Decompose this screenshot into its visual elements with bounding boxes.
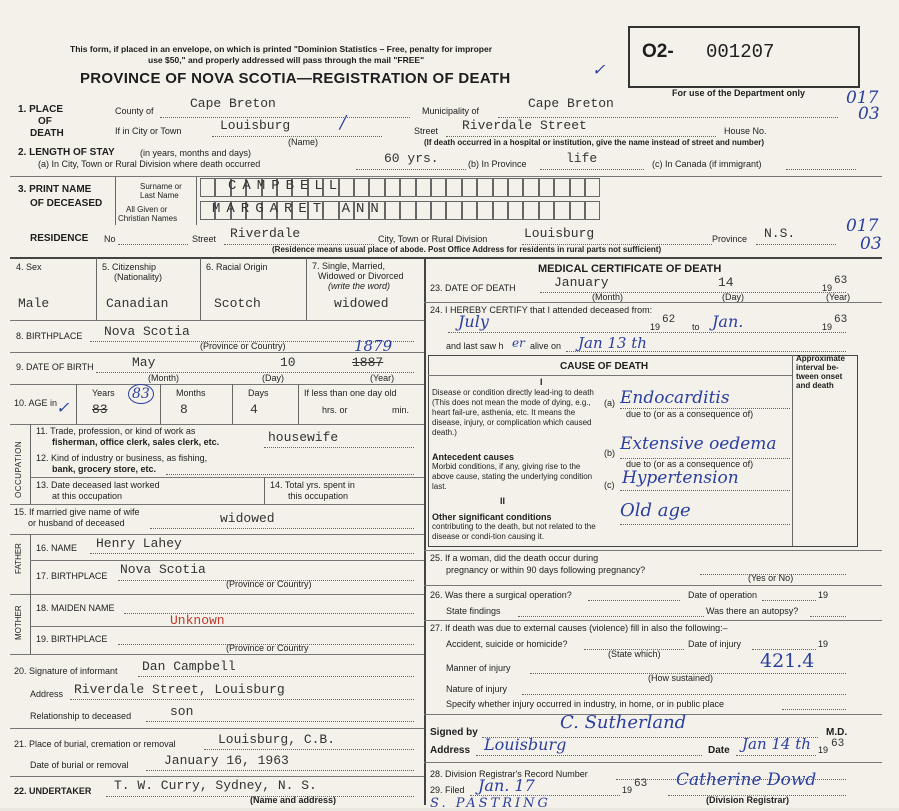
- cause-c-marker: (c): [604, 480, 615, 490]
- street-value: Riverdale Street: [462, 118, 587, 133]
- racial-origin-value: Scotch: [214, 296, 261, 311]
- pregnancy-label1: 25. If a woman, did the death occur during: [430, 553, 599, 563]
- cause-of-death-heading: CAUSE OF DEATH: [560, 361, 649, 372]
- deceased-name-label1: 3. PRINT NAME: [18, 184, 92, 195]
- state-findings-label: State findings: [446, 606, 501, 616]
- residence-label: RESIDENCE: [30, 233, 89, 244]
- letter-box: [508, 201, 523, 220]
- cause-a-value: Endocarditis: [620, 388, 730, 408]
- specify-place-label: Specify whether injury occurred in industry, in home, or in public place: [446, 699, 724, 709]
- marital-value: widowed: [334, 296, 389, 311]
- city-label: If in City or Town: [115, 126, 182, 136]
- date-of-death-label: 23. DATE OF DEATH: [430, 283, 516, 293]
- letter-box: [416, 201, 431, 220]
- occupation-side-label: OCCUPATION: [14, 440, 23, 498]
- dob-day-caption: (Day): [262, 373, 284, 383]
- spouse-label1: 15. If married give name of wife: [14, 507, 140, 517]
- letter-box: [477, 178, 492, 197]
- age-label: 10. AGE in: [14, 398, 58, 408]
- pregnancy-caption: (Yes or No): [748, 573, 794, 583]
- letter-box: [554, 178, 569, 197]
- informant-address-label: Address: [30, 689, 64, 699]
- citizenship-label: 5. Citizenship: [102, 262, 157, 272]
- cause-b-marker: (b): [604, 448, 615, 458]
- dob-label: 9. DATE OF BIRTH: [16, 362, 94, 372]
- letter-box: [385, 201, 400, 220]
- letter-box: [539, 178, 554, 197]
- attended-to-label: to: [692, 322, 700, 332]
- letter-box: [446, 201, 461, 220]
- surgical-operation-label: 26. Was there a surgical operation?: [430, 590, 572, 600]
- form-title: PROVINCE OF NOVA SCOTIA—REGISTRATION OF DEATH: [80, 70, 511, 87]
- part2-roman: II: [500, 496, 506, 506]
- part1-roman: I: [540, 377, 543, 387]
- margin-code-1b: 03: [858, 104, 880, 124]
- residence-city-value: Louisburg: [524, 226, 595, 241]
- father-side-label: FATHER: [14, 543, 23, 574]
- cause-a-marker: (a): [604, 398, 615, 408]
- antecedent-label: Antecedent causes: [432, 452, 515, 462]
- relationship-label: Relationship to deceased: [30, 711, 132, 721]
- filed-year-prefix: 19: [622, 785, 633, 795]
- city-name-caption: (Name): [288, 137, 319, 147]
- residence-no-label: No: [104, 234, 116, 244]
- city-value: Louisburg: [220, 118, 291, 133]
- father-name-label: 16. NAME: [36, 543, 78, 553]
- external-causes-label: 27. If death was due to external causes (violence) fill in also the following:–: [430, 623, 728, 633]
- antecedent-note: Morbid conditions, if any, giving rise to the above cause, stating the underlying condition last.: [432, 462, 593, 491]
- due-to-b: due to (or as a consequence of): [626, 459, 754, 469]
- relationship-value: son: [170, 704, 194, 719]
- burial-place-value: Louisburg, C.B.: [218, 732, 336, 747]
- county-label: County of: [115, 106, 154, 116]
- mother-side-label: MOTHER: [14, 605, 23, 640]
- father-birthplace-value: Nova Scotia: [120, 562, 206, 577]
- months-value: 8: [180, 402, 188, 417]
- physician-date-label: Date: [708, 745, 730, 756]
- residence-province-label: Province: [712, 234, 748, 244]
- interval-heading: Approximate interval be-tween onset and death: [796, 354, 845, 390]
- manner-of-injury-label: Manner of injury: [446, 663, 511, 673]
- spouse-value: widowed: [220, 511, 275, 526]
- other-conditions-value: Old age: [620, 500, 691, 521]
- operation-year-prefix: 19: [818, 590, 829, 600]
- letter-box: [431, 178, 446, 197]
- less-than-day-label: If less than one day old: [304, 388, 397, 398]
- residence-note: (Residence means usual place of abode. Post Office Address for residents in rural parts not sufficient): [272, 245, 662, 254]
- bottom-handwriting: S. PASTRING: [430, 796, 551, 811]
- spouse-label2: or husband of deceased: [28, 518, 125, 528]
- days-label: Days: [248, 388, 269, 398]
- mail-notice-line1: This form, if placed in an envelope, on which is printed "Dominion Statistics – Free, penalty for improper: [70, 44, 493, 54]
- last-saw-label: and last saw h: [446, 341, 504, 351]
- sex-value: Male: [18, 296, 50, 311]
- house-number-label: House No.: [724, 126, 767, 136]
- letter-box: [385, 178, 400, 197]
- state-which-caption: (State which): [608, 649, 661, 659]
- burial-place-label: 21. Place of burial, cremation or removal: [14, 739, 176, 749]
- physician-address-label: Address: [430, 745, 471, 756]
- letter-box: [477, 201, 492, 220]
- certify-label: 24. I HEREBY CERTIFY that I attended deceased from:: [430, 305, 653, 315]
- letter-box: [354, 178, 369, 197]
- letter-box: [570, 178, 585, 197]
- check-mark-icon: /: [340, 112, 347, 133]
- attended-from-year: 62: [662, 314, 676, 326]
- death-registration-form: This form, if placed in an envelope, on which is printed "Dominion Statistics – Free, penalty for improper use $50," and properly addressed will pass through the mail "FREE" PROVINCE OF NOVA SCOTIA—REGISTRATION OF DEATH O2- 001207 For use of the Department only 017 03 017 03 1. PLACE OF DEATH County of Cape Breton Municipality of Cape Breton If in City or Town Louisburg (Name) Street Riverdale Street House No. (If death occurred in a hospital or institution, give the name instead of street and number) 2. LENGTH OF STAY (in years, months and days) (a) In City, Town or Rural Division where death occurred 60 yrs. (b) In Province life (c) In Canada (if immigrant) 3. PRINT NAME OF DECEASED Surname or Last Name All Given or Christian Names CAMPBELL MARGARET ANN RESIDENCE No Street Riverdale City, Town or Rural Division Louisburg Province N.S. (Residence means usual place of abode. Post Office Address for residents in rural parts not sufficient) 4. Sex Male 5. Citizenship (Nationality) Canadian 6. Racial Origin Scotch 7. Single, Married, Widowed or Divorced (write the word) widowed 8. BIRTHPLACE Nova Scotia (Province or Country) 9. DATE OF BIRTH May 10 1887 1879 (Month) (Day) (Year) 10. AGE in ✓ Years 83 83 Months 8 Days 4 If less than one day old hrs. or min. OCCUPATION 11. Trade, profession, or kind of work as fisherman, office clerk, sales clerk, etc. housewife 12. Kind of industry or business, as fishing, bank, grocery store, etc. 13. Date deceased last worked at this occupation 14. Total yrs. spent in this occupation 15. If married give name of wife or husband of deceased widowed FATHER 16. NAME Henry Lahey 17. BIRTHPLACE Nova Scotia (Province or Country) MOTHER 18. MAIDEN NAME Unknown 19. BIRTHPLACE (Province or Country 20. Signature of informant Dan Campbell Address Riverdale Street, Louisburg Relationship to deceased son 21. Place of burial, cremation or removal Louisburg, C.B. Date of burial or removal January 16, 1963 22. UNDERTAKER T. W. Curry, Sydney, N. S. (Name and address) MEDICAL CERTIFICATE OF DEATH 23. DATE OF DEATH January 14 19 63 (Month) (Day) (Year) 24. I HEREBY CERTIFY that I attended deceased from: July 19 62 to Jan. 19 63 and last saw h er alive on Jan 13 th CAUSE OF DEATH Approximate interval be-tween onset and death I Disease or condition directly lead-ing to death (This does not mean the mode of dying, e.g., heart fail-ure, asthenia, etc. It means the disease, injury, or complication which caused death.) (a) Endocarditis due to (or as a consequence of) Antecedent causes Morbid conditions, if any, giving rise to the above cause, stating the underlying condition last. (b) Extensive oedema due to (or as a consequence of) (c) Hypertension II Other significant conditions contributing to the death, but not related to the disease or condi-tion causing it. Old age 25. If a woman, did the death occur during pregnancy or within 90 days following pregnancy? (Yes or No) 26. Was there a surgical operation? Date of operation 19 State findings Was there an autopsy? 27. If death was due to external causes (violence) fill in also the following:– Accident, suicide or homicide? Date of injury 19 (State which) Manner of injury (How sustained) 421.4 Nature of injury Specify whether injury occurred in industry, in home, or in public place Signed by C. Sutherland M.D. Address Louisburg Date Jan 14 th 19 63 28. Division Registrar's Record Number 29. Filed Jan. 17 19 63 Catherine Dowd (Division Registrar) S. PASTRING / ✓: [0, 0, 899, 808]
- letter-box: [539, 201, 554, 220]
- father-birthplace-label: 17. BIRTHPLACE: [36, 571, 108, 581]
- marital-label2: Widowed or Divorced: [318, 271, 404, 281]
- burial-date-label: Date of burial or removal: [30, 760, 129, 770]
- citizenship-value: Canadian: [106, 296, 169, 311]
- physician-year: 63: [831, 738, 845, 750]
- racial-origin-label: 6. Racial Origin: [206, 262, 268, 272]
- dob-day: 10: [280, 355, 296, 370]
- length-of-stay-label: 2. LENGTH OF STAY: [18, 147, 115, 158]
- dob-month: May: [132, 355, 156, 370]
- hospital-note: (If death occurred in a hospital or institution, give the name instead of street and number): [424, 138, 765, 147]
- municipality-value: Cape Breton: [528, 96, 614, 111]
- due-to-a: due to (or as a consequence of): [626, 409, 754, 419]
- pregnancy-label2: pregnancy or within 90 days following pregnancy?: [446, 565, 646, 575]
- form-number: 001207: [706, 41, 775, 63]
- filed-year: 63: [634, 778, 648, 790]
- letter-box: [369, 178, 384, 197]
- margin-code-2a: 017: [846, 216, 879, 236]
- letter-box: [570, 201, 585, 220]
- days-value: 4: [250, 402, 258, 417]
- accident-label: Accident, suicide or homicide?: [446, 639, 568, 649]
- alive-on-label: alive on: [530, 341, 562, 351]
- death-year: 63: [834, 275, 848, 287]
- dob-year-typed: 1887: [352, 355, 384, 370]
- total-years-label2: this occupation: [288, 491, 349, 501]
- years-handwritten: 83: [128, 384, 154, 404]
- undertaker-value: T. W. Curry, Sydney, N. S.: [114, 778, 317, 793]
- physician-signature: C. Sutherland: [560, 712, 687, 733]
- municipality-label: Municipality of: [422, 106, 480, 116]
- death-month-caption: (Month): [592, 292, 624, 302]
- disease-code: 421.4: [760, 650, 815, 672]
- letter-box: [493, 178, 508, 197]
- dob-year-handwritten: 1879: [354, 337, 393, 355]
- stay-province-value: life: [566, 151, 598, 166]
- death-year-prefix: 19: [822, 283, 833, 293]
- birthplace-label: 8. BIRTHPLACE: [16, 331, 83, 341]
- trade-label1: 11. Trade, profession, or kind of work as: [36, 426, 196, 436]
- cause-b-value: Extensive oedema: [620, 434, 777, 454]
- medical-certificate-heading: MEDICAL CERTIFICATE OF DEATH: [538, 263, 722, 275]
- filed-label: 29. Filed: [430, 785, 465, 795]
- dob-month-caption: (Month): [148, 373, 180, 383]
- residence-province-value: N.S.: [764, 226, 796, 241]
- place-of-death-death: DEATH: [30, 128, 64, 139]
- undertaker-caption: (Name and address): [250, 795, 337, 805]
- informant-signature-label: 20. Signature of informant: [14, 666, 118, 676]
- birthplace-caption: (Province or Country): [200, 341, 286, 351]
- registrar-signature: Catherine Dowd: [676, 770, 817, 790]
- mother-maiden-value: Unknown: [170, 613, 225, 628]
- signed-by-label: Signed by: [430, 727, 478, 738]
- residence-street-label: Street: [192, 234, 217, 244]
- physician-address: Louisburg: [484, 735, 567, 754]
- total-years-label1: 14. Total yrs. spent in: [270, 480, 355, 490]
- letter-box: [446, 178, 461, 197]
- how-sustained-caption: (How sustained): [648, 673, 714, 683]
- marital-label3: (write the word): [328, 281, 391, 291]
- street-label: Street: [414, 126, 439, 136]
- letter-box: [585, 178, 600, 197]
- dob-year-caption: (Year): [370, 373, 395, 383]
- last-saw-pronoun: er: [512, 336, 525, 350]
- department-use-note: For use of the Department only: [672, 88, 806, 98]
- months-label: Months: [176, 388, 206, 398]
- cause-c-value: Hypertension: [622, 468, 739, 488]
- marital-label1: 7. Single, Married,: [312, 261, 386, 271]
- registrar-caption: (Division Registrar): [706, 795, 790, 805]
- injury-date-label: Date of injury: [688, 639, 742, 649]
- mother-birthplace-label: 19. BIRTHPLACE: [36, 634, 108, 644]
- stay-province-label: (b) In Province: [468, 159, 527, 169]
- disease-label: Disease or condition directly lead-ing to death (This does not mean the mode of dying, e.g., heart fail-ure, asthenia, etc. It means the disease, injury, or complication which caused death.): [432, 388, 594, 437]
- county-value: Cape Breton: [190, 96, 276, 111]
- residence-street-value: Riverdale: [230, 226, 301, 241]
- check-mark-icon: ✓: [592, 60, 606, 79]
- letter-box: [431, 201, 446, 220]
- death-year-caption: (Year): [826, 292, 851, 302]
- stay-city-value: 60 yrs.: [384, 151, 439, 166]
- physician-date: Jan 14 th: [742, 735, 811, 753]
- industry-label1: 12. Kind of industry or business, as fishing,: [36, 453, 208, 463]
- attended-to-year: 63: [834, 314, 848, 326]
- letter-box: [462, 201, 477, 220]
- undertaker-label: 22. UNDERTAKER: [14, 786, 92, 796]
- minutes-label: min.: [392, 405, 410, 415]
- length-of-stay-note: (in years, months and days): [140, 148, 252, 158]
- father-name-value: Henry Lahey: [96, 536, 182, 551]
- place-of-death-of: OF: [38, 116, 52, 127]
- mother-maiden-label: 18. MAIDEN NAME: [36, 603, 115, 613]
- attended-to-month: Jan.: [712, 312, 744, 331]
- stay-city-label: (a) In City, Town or Rural Division where death occurred: [38, 159, 261, 169]
- registrar-record-label: 28. Division Registrar's Record Number: [430, 769, 588, 779]
- death-day: 14: [718, 275, 734, 290]
- surname-label1: Surname or: [140, 182, 182, 191]
- father-birthplace-caption: (Province or Country): [226, 579, 312, 589]
- burial-date-value: January 16, 1963: [164, 753, 289, 768]
- sex-label: 4. Sex: [16, 262, 42, 272]
- death-day-caption: (Day): [722, 292, 744, 302]
- residence-city-label: City, Town or Rural Division: [378, 234, 488, 244]
- alive-on-date: Jan 13 th: [578, 334, 647, 352]
- hours-label: hrs. or: [322, 405, 348, 415]
- deceased-name-label2: OF DECEASED: [30, 198, 103, 209]
- md-label: M.D.: [826, 727, 848, 738]
- last-worked-label2: at this occupation: [52, 491, 123, 501]
- other-conditions-label: Other significant conditions: [432, 512, 552, 522]
- letter-box: [200, 178, 215, 197]
- years-label: Years: [92, 388, 115, 398]
- letter-box: [585, 201, 600, 220]
- margin-code-1a: 017: [846, 88, 879, 108]
- operation-date-label: Date of operation: [688, 590, 758, 600]
- trade-label2: fisherman, office clerk, sales clerk, etc.: [52, 437, 220, 447]
- industry-label2: bank, grocery store, etc.: [52, 464, 157, 474]
- letter-box: [493, 201, 508, 220]
- informant-address: Riverdale Street, Louisburg: [74, 682, 285, 697]
- letter-box: [462, 178, 477, 197]
- autopsy-label: Was there an autopsy?: [706, 606, 799, 616]
- given-label1: All Given or: [126, 205, 168, 214]
- trade-value: housewife: [268, 430, 339, 445]
- attended-from-month: July: [458, 312, 489, 331]
- letter-box: [400, 178, 415, 197]
- margin-code-2b: 03: [860, 234, 882, 254]
- place-of-death-label: 1. PLACE: [18, 104, 64, 115]
- surname-label2: Last Name: [140, 191, 179, 200]
- injury-year-prefix: 19: [818, 639, 829, 649]
- years-value: 83: [92, 402, 108, 417]
- citizenship-note: (Nationality): [114, 272, 163, 282]
- letter-box: [416, 178, 431, 197]
- given-value: MARGARET ANN: [212, 201, 385, 217]
- birthplace-value: Nova Scotia: [104, 324, 190, 339]
- stay-canada-label: (c) In Canada (if immigrant): [652, 159, 762, 169]
- attended-to-year-prefix: 19: [822, 322, 833, 332]
- form-number-box: [628, 26, 860, 88]
- surname-value: CAMPBELL: [228, 178, 344, 194]
- death-month: January: [554, 275, 609, 290]
- form-number-prefix: O2-: [642, 41, 674, 62]
- letter-box: [523, 178, 538, 197]
- letter-box: [508, 178, 523, 197]
- letter-box: [554, 201, 569, 220]
- other-conditions-note: contributing to the death, but not related to the disease or condi-tion causing it.: [432, 522, 596, 541]
- letter-box: [523, 201, 538, 220]
- given-label2: Christian Names: [118, 214, 178, 223]
- mother-birthplace-caption: (Province or Country: [226, 643, 309, 653]
- letter-box: [400, 201, 415, 220]
- mail-notice-line2: use $50," and properly addressed will pass through the mail "FREE": [148, 55, 425, 65]
- nature-of-injury-label: Nature of injury: [446, 684, 508, 694]
- last-worked-label1: 13. Date deceased last worked: [36, 480, 160, 490]
- attended-from-year-prefix: 19: [650, 322, 661, 332]
- filed-date: Jan. 17: [478, 776, 535, 795]
- physician-year-prefix: 19: [818, 745, 829, 755]
- informant-name: Dan Campbell: [142, 659, 236, 674]
